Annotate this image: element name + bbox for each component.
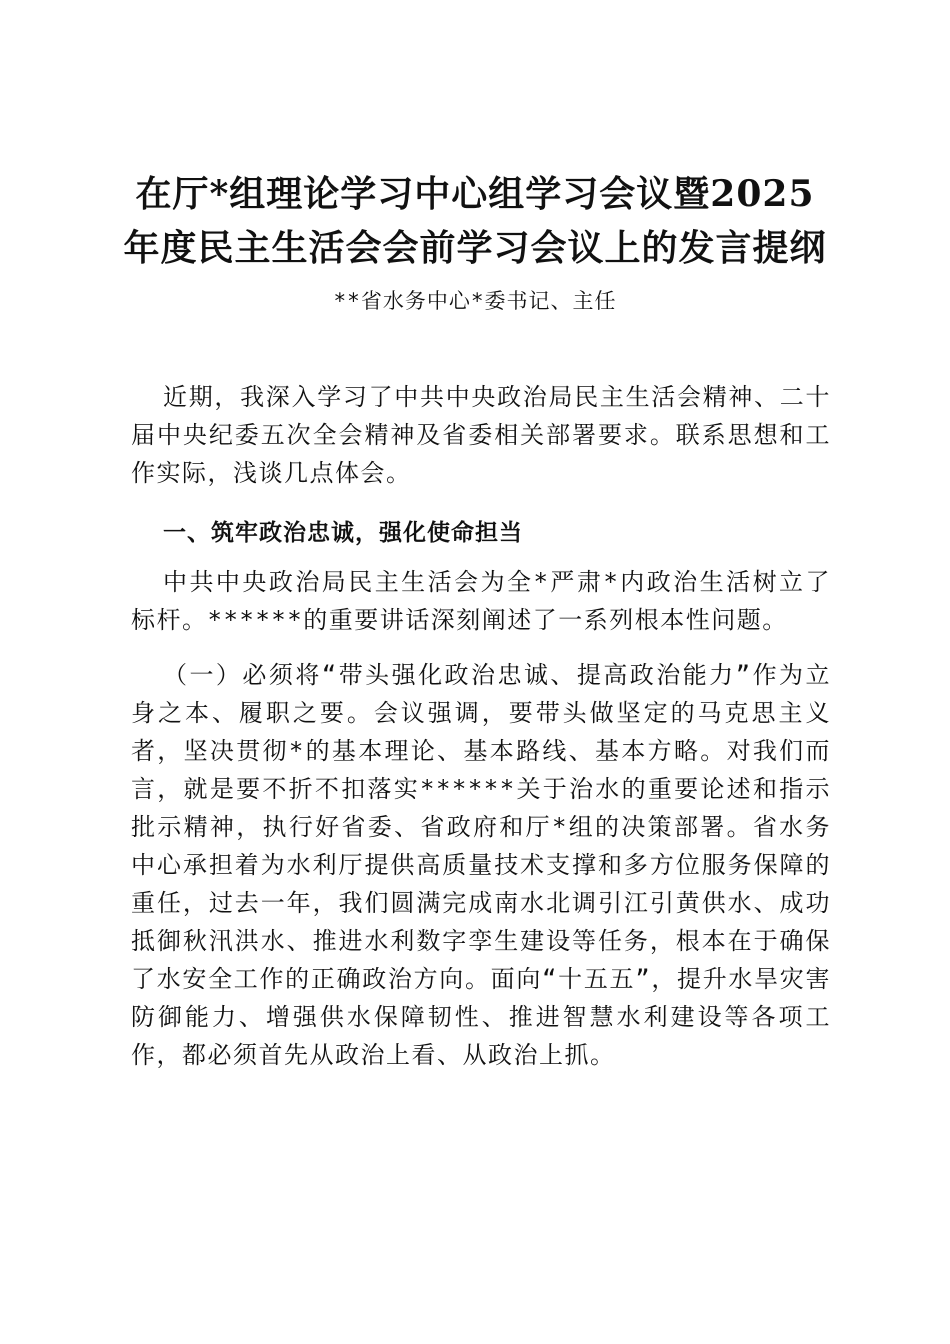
paragraph-point-1: （一）必须将“带头强化政治忠诚、提高政治能力”作为立身之本、履职之要。会议强调，要带头做坚定的马克思主义者，坚决贯彻*的基本理论、基本路线、基本方略。对我们而言，就是要不折不扣落实******关于治水的重要论述和指示批示精神，执行好省委、省政府和厅*组的决策部署。省水务中心承担着为水利厅提供高质量技术支撑和多方位服务保障的重任，过去一年，我们圆满完成南水北调引江引黄供水、成功抵御秋汛洪水、推进水利数字孪生建设等任务，根本在于确保了水安全工作的正确政治方向。面向“十五五”，提升水旱灾害防御能力、增强供水保障韧性、推进智慧水利建设等各项工作，都必须首先从政治上看、从政治上抓。 [131,661,831,1069]
author-line: **省水务中心*委书记、主任 [333,289,617,313]
paragraph-section1-intro: 中共中央政治局民主生活会为全*严肃*内政治生活树立了标杆。******的重要讲话深刻阐述了一系列根本性问题。 [131,568,831,634]
document-title-line-1: 在厅*组理论学习中心组学习会议暨2025 [135,173,815,215]
document-title-line-2: 年度民主生活会会前学习会议上的发言提纲 [123,227,827,269]
paragraph-intro: 近期，我深入学习了中共中央政治局民主生活会精神、二十届中央纪委五次全会精神及省委相关部署要求。联系思想和工作实际，浅谈几点体会。 [131,383,831,487]
section-heading-1: 一、筑牢政治忠诚，强化使命担当 [163,520,523,546]
